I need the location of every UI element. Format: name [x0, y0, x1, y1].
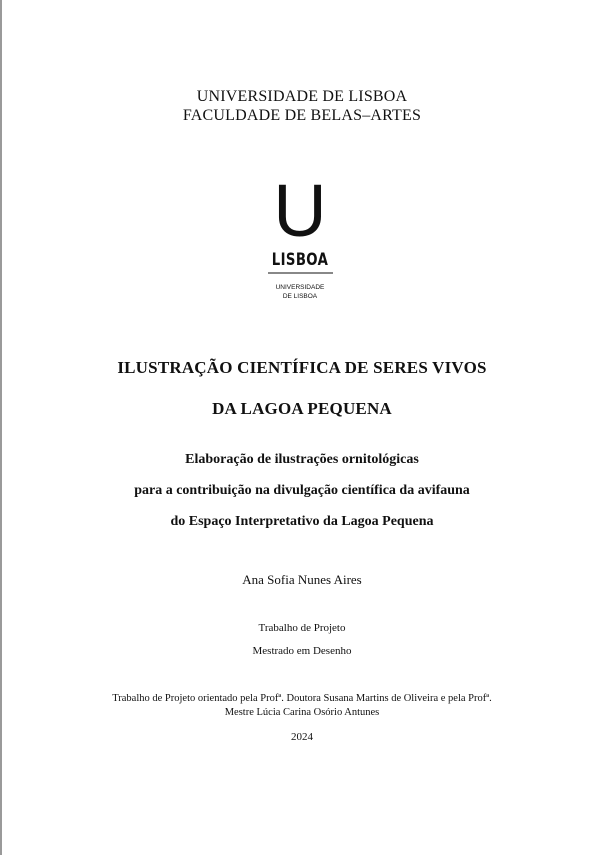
- author-name: Ana Sofia Nunes Aires: [242, 572, 362, 587]
- work-type: Trabalho de Projeto: [258, 622, 346, 634]
- degree: Mestrado em Desenho: [252, 645, 352, 657]
- title-line-2: DA LAGOA PEQUENA: [212, 399, 392, 418]
- logo-subline-1: UNIVERSIDADE: [275, 284, 325, 291]
- year: 2024: [291, 731, 313, 743]
- title-line-1: ILUSTRAÇÃO CIENTÍFICA DE SERES VIVOS: [117, 358, 487, 377]
- faculty-name: FACULDADE DE BELAS–ARTES: [182, 107, 422, 124]
- subtitle-line-3: do Espaço Interpretativo da Lagoa Pequena: [170, 514, 434, 529]
- logo-subline-2: DE LISBOA: [282, 293, 318, 300]
- supervision-line-1: Trabalho de Projeto orientado pela Profª. Doutora Susana Martins de Oliveira e pela Profª.: [112, 693, 492, 704]
- logo-letter: U: [273, 169, 327, 252]
- logo-wordmark: LISBOA: [271, 249, 329, 270]
- university-name: UNIVERSIDADE DE LISBOA: [196, 88, 408, 105]
- supervision-line-2: Mestre Lúcia Carina Osório Antunes: [224, 707, 380, 718]
- subtitle-line-2: para a contribuição na divulgação científica da avifauna: [134, 483, 470, 498]
- subtitle-line-1: Elaboração de ilustrações ornitológicas: [185, 452, 419, 467]
